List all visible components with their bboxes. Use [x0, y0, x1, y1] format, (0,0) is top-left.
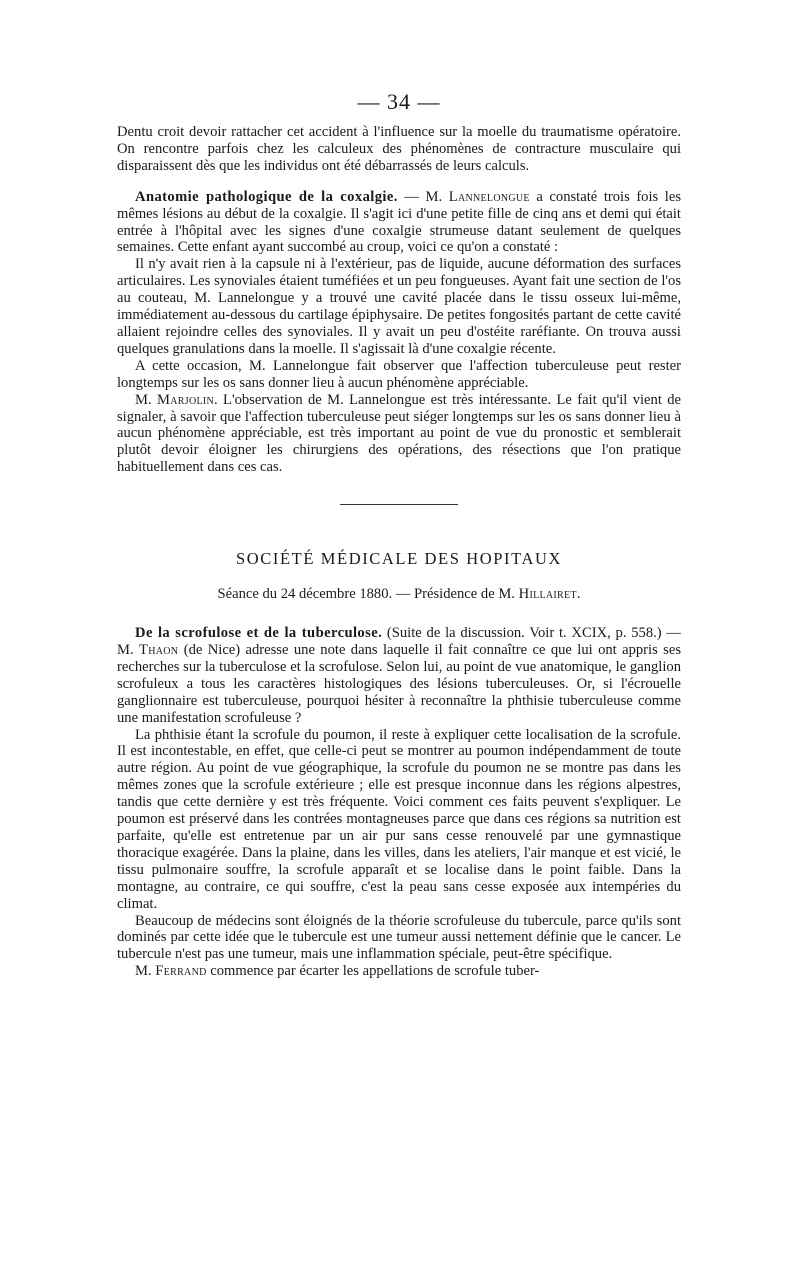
- paragraph-marjolin: [117, 392, 681, 477]
- paragraph-scrofulose: [117, 625, 681, 726]
- paragraph-dentu: Dentu croit devoir rattacher cet accident à l'influence sur la moelle du traumatisme opératoire. On rencontre parfois chez les calculeux des phénomènes de contracture musculaire qui disparaissent dès que les individus ont été débarrassés de leurs calculs.: [117, 124, 681, 174]
- paragraph-text: (Suite de la discussion. Voir t. XCIX, p. 558.) — M.: [117, 625, 681, 659]
- seance-line: [117, 585, 681, 603]
- paragraph-ferrand: [117, 963, 681, 980]
- author-lannelongue: Lannelongue: [448, 188, 530, 205]
- prefix-text: M.: [135, 391, 157, 408]
- president-name: Hillairet: [518, 586, 577, 603]
- spacer: [117, 603, 681, 625]
- author-thaon: Thaon: [139, 642, 179, 659]
- document-page: [117, 88, 681, 980]
- society-title: SOCIÉTÉ MÉDICALE DES HOPITAUX: [235, 549, 563, 569]
- author-ferrand: Ferrand: [155, 963, 207, 980]
- paragraph-phthisie: La phthisie étant la scrofule du poumon, il reste à expliquer cette localisation de la scrofule. Il est incontestable, en effet, que celle-ci peut se montrer au poumon indépendamment de toute autre région. Au point de vue géographique, la scrofule du poumon ne se montre pas dans les mêmes zones que la scrofule extérieure ; elle est presque inconnue dans les régions alpestres, tandis que cette dernière y est très fréquente. Voici comment ces faits peuvent s'expliquer. Le poumon est préservé dans les contrées montagneuses parce que dans ces régions sa nutrition est parfaite, qu'elle est entretenue par un air pur sans cesse renouvelé par une gymnastique thoracique exagérée. Dans la plaine, dans les villes, dans les ateliers, l'air manque et est vicié, le tissu pulmonaire souffre, la scrofule apparaît et se localise dans le point faible. Dans la montagne, au contraire, ce qui souffre, c'est la peau sans cesse exposée aux intempéries du climat.: [117, 726, 681, 912]
- seance-end: .: [576, 586, 581, 603]
- paragraph-beaucoup: Beaucoup de médecins sont éloignés de la théorie scrofuleuse du tubercule, parce qu'ils sont dominés par cette idée que le tubercule est une tumeur aussi nettement définie que le cancer. Le tubercule n'est pas une tumeur, mais une inflammation spéciale, peut-être spécifique.: [117, 912, 681, 963]
- page-number: — 34 —: [357, 89, 441, 114]
- prefix-text: M.: [135, 963, 156, 980]
- section-heading-coxalgie: Anatomie pathologique de la coxalgie.: [135, 188, 398, 205]
- author-marjolin: Marjolin: [156, 391, 215, 408]
- paragraph-text: . L'observation de M. Lannelongue est très intéressante. Le fait qu'il vient de signaler, à savoir que l'affection tuberculeuse peut siéger longtemps sur les os sans donner lieu à aucun phénomène appréciable, est très important au point de vue du pronostic et semblerait plutôt devoir éloigner les chirurgiens des opérations, des résections que l'on pratique habituellement dans ces cas.: [117, 391, 681, 476]
- spacer: [117, 175, 681, 189]
- section-divider: [340, 504, 458, 505]
- paragraph-anatomie: [117, 189, 681, 257]
- section-heading-scrofulose: De la scrofulose et de la tuberculose.: [135, 625, 383, 642]
- paragraph-text: (de Nice) adresse une note dans laquelle il fait connaître ce que lui ont appris ses recherches sur la tuberculose et la scrofulose. Selon lui, au point de vue anatomique, le ganglion scrofuleux a tous les caractères histologiques des lésions tuberculeuses. Or, si l'écrouelle ganglionnaire est tuberculeuse, pourquoi hésiter à reconnaître la phthisie tuberculeuse comme une manifestation scrofuleuse ?: [117, 642, 681, 726]
- paragraph-text: a constaté trois fois les mêmes lésions au début de la coxalgie. Il s'agit ici d'une petite fille de cinq ans et demi qui était entrée à l'hôpital avec les signes d'une coxalgie strumeuse datant seulement de quelques semaines. Cette enfant ayant succombé au croup, voici ce qu'on a constaté :: [117, 188, 681, 256]
- paragraph-text: commence par écarter les appellations de scrofule tuber-: [206, 963, 540, 980]
- paragraph-occasion: A cette occasion, M. Lannelongue fait observer que l'affection tuberculeuse peut rester longtemps sur les os sans donner lieu à aucun phénomène appréciable.: [117, 357, 681, 391]
- dash-text: — M.: [397, 188, 449, 205]
- paragraph-capsule: Il n'y avait rien à la capsule ni à l'extérieur, pas de liquide, aucune déformation des surfaces articulaires. Les synoviales étaient tuméfiées et un peu fongueuses. Ayant fait une section de l'os au couteau, M. Lannelongue y a trouvé une cavité placée dans le tissu osseux lui-même, immédiatement au-dessous du cartilage épiphysaire. De petites fongosités partant de cette cavité allaient rejoindre celles des synoviales. Il y avait un peu d'ostéite raréfiante. On trouva aussi quelques granulations dans la moelle. Il s'agissait là d'une coxalgie récente.: [117, 256, 681, 357]
- seance-text: Séance du 24 décembre 1880. — Présidence de M.: [217, 586, 519, 603]
